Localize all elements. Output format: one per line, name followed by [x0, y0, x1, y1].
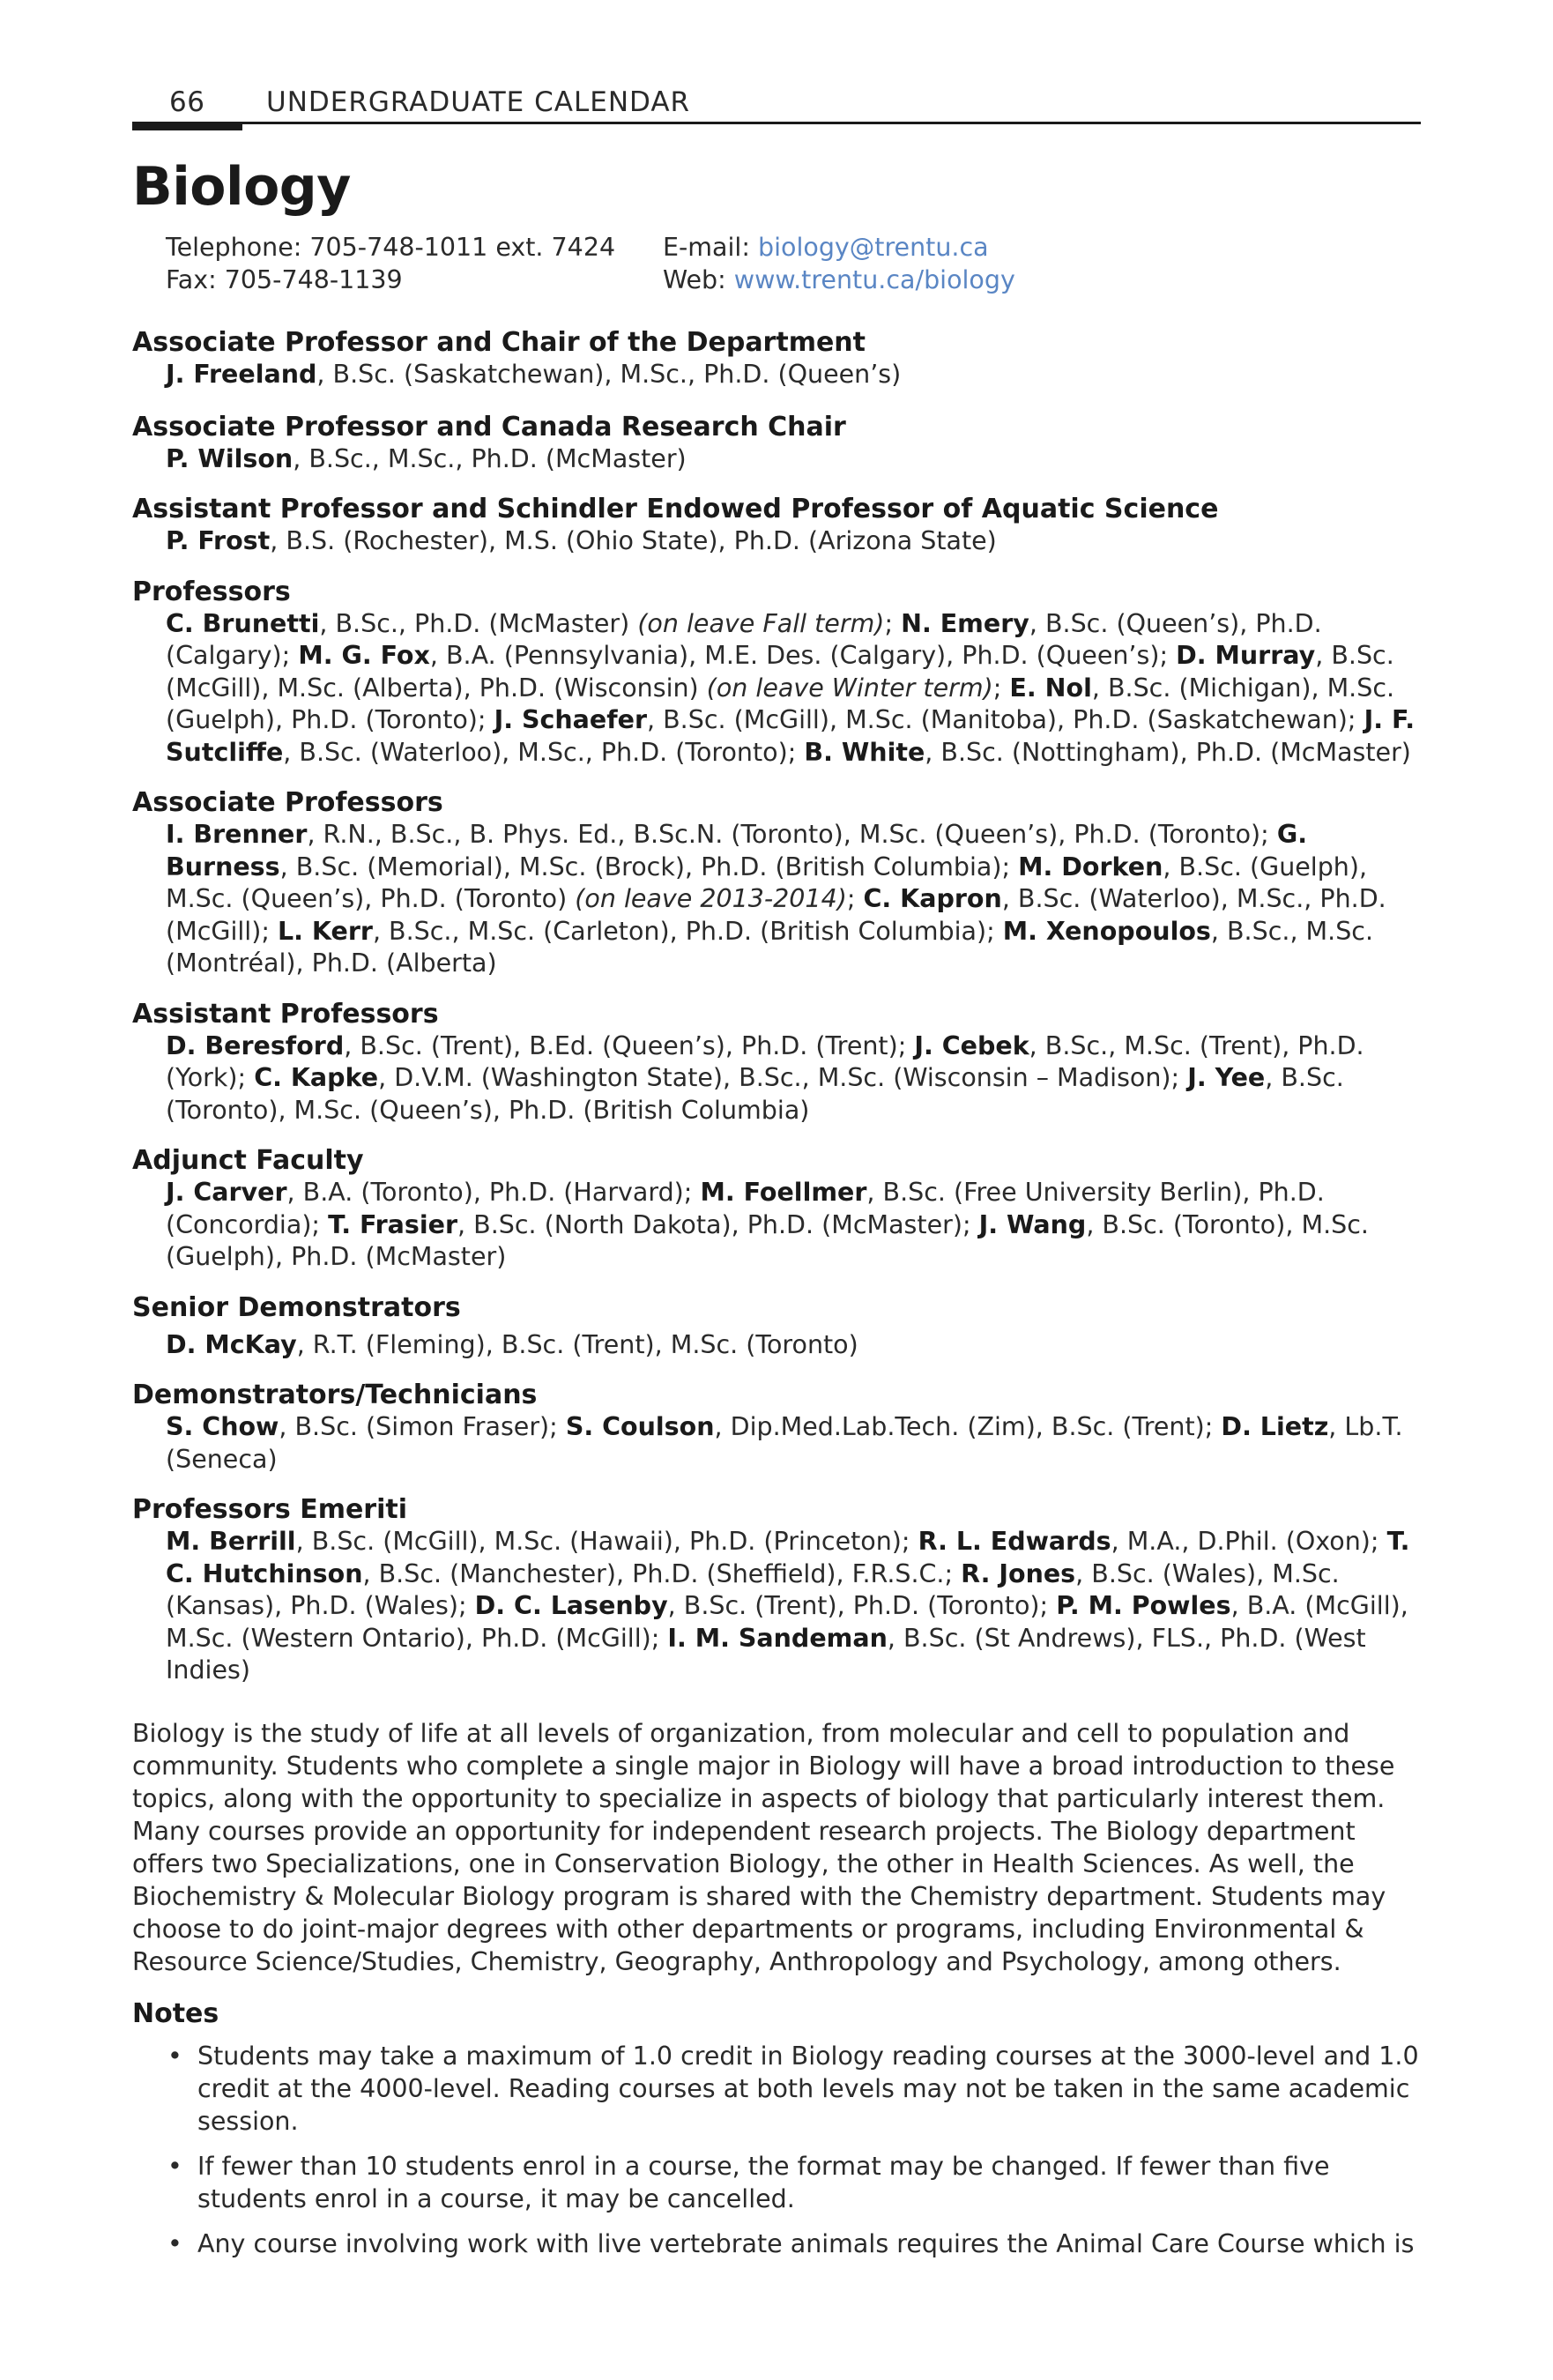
notes-section	[132, 1997, 1421, 2260]
faculty-heading: Assistant Professors	[132, 998, 439, 1030]
note-item	[132, 2228, 1421, 2260]
notes-list	[132, 2040, 1421, 2260]
faculty-name: S. Chow	[166, 1412, 279, 1441]
note-text: Any course involving work with live vertebrate animals requires the Animal Care Course which is	[197, 2228, 1415, 2258]
leave-note: (on leave 2013-2014)	[575, 884, 847, 913]
faculty-name: J. F. Sutcliffe	[166, 705, 1416, 767]
faculty-credentials: , B.Sc. (Queen’s), Ph.D. (Calgary);	[166, 608, 1322, 670]
faculty-name: S. Coulson	[565, 1412, 715, 1441]
faculty-credentials: , B.A. (McGill), M.Sc. (Western Ontario), Ph.D. (McGill);	[166, 1591, 1408, 1653]
faculty-credentials: , B.Sc. (North Dakota), Ph.D. (McMaster);	[457, 1209, 979, 1239]
bullet-icon: •	[167, 2041, 182, 2071]
faculty-name: R. Jones	[961, 1558, 1076, 1588]
faculty-list	[166, 525, 1421, 558]
faculty-heading: Senior Demonstrators	[132, 1291, 461, 1323]
faculty-heading: Adjunct Faculty	[132, 1145, 364, 1176]
faculty-name: N. Emery	[901, 608, 1029, 638]
faculty-list	[166, 1411, 1421, 1476]
faculty-name: J. Schaefer	[494, 705, 648, 734]
faculty-name: M. Xenopoulos	[1002, 916, 1211, 946]
faculty-name: M. Dorken	[1018, 852, 1163, 881]
faculty-credentials: , B.Sc. (Trent), Ph.D. (Toronto);	[667, 1591, 1057, 1620]
running-header	[132, 81, 1421, 125]
notes-heading: Notes	[132, 1997, 219, 2029]
faculty-name: P. M. Powles	[1056, 1591, 1231, 1620]
faculty-credentials: , B.Sc. (Waterloo), M.Sc., Ph.D. (Toronto);	[283, 737, 805, 767]
faculty-heading: Professors	[132, 576, 291, 607]
faculty-name: P. Frost	[166, 526, 271, 555]
fax: Fax: 705-748-1139	[166, 265, 403, 294]
faculty-name: D. Beresford	[166, 1030, 345, 1060]
faculty-name: T. Frasier	[328, 1209, 458, 1239]
faculty-credentials: , Lb.T. (Seneca)	[166, 1412, 1403, 1474]
faculty-name: T. C. Hutchinson	[166, 1527, 1410, 1588]
faculty-list	[166, 1526, 1421, 1687]
faculty-credentials: , B.Sc. (Michigan), M.Sc. (Guelph), Ph.D. (Toronto);	[166, 673, 1395, 734]
faculty-name: E. Nol	[1009, 673, 1092, 703]
header-tab-bar	[132, 122, 242, 130]
faculty-credentials: , B.Sc. (St Andrews), FLS., Ph.D. (West Indies)	[166, 1623, 1366, 1685]
running-title: UNDERGRADUATE CALENDAR	[266, 86, 691, 118]
web-label: Web:	[663, 265, 734, 294]
faculty-name: M. Foellmer	[700, 1178, 867, 1207]
faculty-credentials: , B.Sc. (McGill), M.Sc. (Manitoba), Ph.D. (Saskatchewan);	[647, 705, 1364, 734]
faculty-credentials: , B.Sc. (Wales), M.Sc. (Kansas), Ph.D. (Wales);	[166, 1558, 1340, 1620]
faculty-name: C. Kapke	[254, 1063, 379, 1092]
separator: ;	[846, 884, 864, 913]
page-content	[132, 155, 1421, 2272]
faculty-credentials: , B.Sc. (Waterloo), M.Sc., Ph.D. (McGill);	[166, 884, 1386, 946]
faculty-section	[132, 576, 1421, 770]
faculty-credentials: , B.Sc. (Free University Berlin), Ph.D. (Concordia);	[166, 1178, 1325, 1239]
faculty-credentials: , Dip.Med.Lab.Tech. (Zim), B.Sc. (Trent);	[714, 1412, 1222, 1441]
faculty-name: P. Wilson	[166, 443, 294, 473]
faculty-credentials: , D.V.M. (Washington State), B.Sc., M.Sc. (Wisconsin – Madison);	[378, 1063, 1188, 1092]
faculty-name: M. Berrill	[166, 1527, 296, 1556]
faculty-heading: Associate Professors	[132, 787, 443, 818]
faculty-credentials: , B.Sc. (Trent), B.Ed. (Queen’s), Ph.D. (Trent);	[344, 1030, 915, 1060]
faculty-credentials: , B.Sc. (Manchester), Ph.D. (Sheffield), F.R.S.C.;	[362, 1558, 962, 1588]
faculty-name: C. Kapron	[863, 884, 1002, 913]
faculty-name: D. C. Lasenby	[474, 1591, 668, 1620]
faculty-name: B. White	[804, 737, 925, 767]
faculty-name: J. Cebek	[914, 1030, 1029, 1060]
faculty-heading: Associate Professor and Chair of the Department	[132, 327, 866, 358]
faculty-section	[132, 786, 1421, 980]
faculty-credentials: , B.Sc., Ph.D. (McMaster)	[319, 608, 638, 638]
faculty-list	[166, 1030, 1421, 1127]
faculty-name: D. Lietz	[1221, 1412, 1329, 1441]
web-line	[663, 264, 1280, 296]
faculty-name: J. Wang	[978, 1209, 1087, 1239]
faculty-list	[166, 443, 1421, 476]
faculty-credentials: , B.Sc. (Toronto), M.Sc. (Queen’s), Ph.D. (British Columbia)	[166, 1063, 1344, 1125]
note-text: If fewer than 10 students enrol in a course, the format may be changed. If fewer than five students enrol in a course, it may be cancelled.	[197, 2151, 1330, 2213]
faculty-list	[166, 1177, 1421, 1274]
faculty-heading: Associate Professor and Canada Research Chair	[132, 411, 846, 443]
faculty-name: I. M. Sandeman	[667, 1623, 888, 1653]
faculty-credentials: , B.Sc. (Nottingham), Ph.D. (McMaster)	[925, 737, 1411, 767]
email-label: E-mail:	[663, 233, 759, 262]
faculty-section	[132, 411, 1421, 476]
faculty-heading: Assistant Professor and Schindler Endowed Professor of Aquatic Science	[132, 494, 1219, 524]
leave-note: (on leave Winter term)	[706, 673, 993, 703]
email-line	[663, 231, 1280, 264]
faculty-name: M. G. Fox	[298, 641, 430, 670]
faculty-section	[132, 1379, 1421, 1476]
header-rule	[132, 122, 1421, 124]
faculty-list	[166, 359, 1421, 391]
note-text: Students may take a maximum of 1.0 credit in Biology reading courses at the 3000-level and 1.0 credit at the 4000-level. Reading courses at both levels may not be taken in the same academic session.	[197, 2041, 1419, 2136]
faculty-credentials: , B.Sc. (Saskatchewan), M.Sc., Ph.D. (Queen’s)	[316, 360, 902, 389]
separator: ;	[884, 608, 902, 638]
faculty-credentials: , R.N., B.Sc., B. Phys. Ed., B.Sc.N. (Toronto), M.Sc. (Queen’s), Ph.D. (Toronto);	[307, 820, 1277, 849]
faculty-name: D. Murray	[1176, 641, 1316, 670]
faculty-list	[166, 1329, 1421, 1362]
faculty-name: D. McKay	[166, 1329, 297, 1359]
bullet-icon: •	[167, 2228, 182, 2258]
bullet-icon: •	[167, 2151, 182, 2181]
faculty-heading: Professors Emeriti	[132, 1494, 408, 1525]
faculty-credentials: , B.Sc. (Guelph), M.Sc. (Queen’s), Ph.D. (Toronto)	[166, 852, 1368, 913]
faculty-credentials: , B.Sc. (Toronto), M.Sc. (Guelph), Ph.D. (McMaster)	[166, 1209, 1369, 1271]
faculty-section	[132, 493, 1421, 558]
faculty-name: R. L. Edwards	[918, 1527, 1111, 1556]
faculty-credentials: , B.Sc., M.Sc., Ph.D. (McMaster)	[293, 443, 687, 473]
faculty-credentials: , M.A., D.Phil. (Oxon);	[1111, 1527, 1387, 1556]
faculty-heading: Demonstrators/Technicians	[132, 1380, 538, 1410]
faculty-credentials: , B.Sc. (Simon Fraser);	[279, 1412, 566, 1441]
email-link[interactable]: biology@trentu.ca	[758, 233, 989, 262]
faculty-list	[166, 608, 1421, 770]
faculty-section	[132, 326, 1421, 391]
page-number: 66	[169, 86, 205, 118]
leave-note: (on leave Fall term)	[637, 608, 885, 638]
faculty-name: C. Brunetti	[166, 608, 320, 638]
faculty-section	[132, 1144, 1421, 1274]
faculty-credentials: , B.Sc., M.Sc. (Trent), Ph.D. (York);	[166, 1030, 1364, 1092]
contact-block	[166, 231, 1421, 296]
note-item	[132, 2150, 1421, 2215]
faculty-name: G. Burness	[166, 820, 1308, 881]
faculty-name: I. Brenner	[166, 820, 308, 849]
telephone: Telephone: 705-748-1011 ext. 7424	[166, 233, 616, 262]
faculty-name: J. Yee	[1187, 1063, 1266, 1092]
faculty-list	[166, 819, 1421, 980]
faculty-credentials: , R.T. (Fleming), B.Sc. (Trent), M.Sc. (Toronto)	[296, 1329, 858, 1359]
faculty-section	[132, 998, 1421, 1127]
faculty-credentials: , B.S. (Rochester), M.S. (Ohio State), Ph.D. (Arizona State)	[270, 526, 997, 555]
faculty-name: L. Kerr	[278, 916, 373, 946]
department-title: Biology	[132, 156, 351, 218]
faculty-credentials: , B.A. (Pennsylvania), M.E. Des. (Calgary), Ph.D. (Queen’s);	[429, 641, 1177, 670]
faculty-credentials: , B.Sc. (McGill), M.Sc. (Hawaii), Ph.D. (Princeton);	[295, 1527, 918, 1556]
faculty-credentials: , B.Sc. (Memorial), M.Sc. (Brock), Ph.D. (British Columbia);	[279, 852, 1019, 881]
separator: ;	[992, 673, 1010, 703]
faculty-section	[132, 1493, 1421, 1687]
department-intro: Biology is the study of life at all levels of organization, from molecular and cell to population and community. Students who complete a single major in Biology will have a broad introduction to these topics, along with the opportunity to specialize in aspects of biology that particularly interest them. Many courses provide an opportunity for independent research projects. The Biology department offers two Specializations, one in Conservation Biology, the other in Health Sciences. As well, the Biochemistry & Molecular Biology program is shared with the Chemistry department. Students may choose to do joint-major degrees with other departments or programs, including Environmental & Resource Science/Studies, Chemistry, Geography, Anthropology and Psychology, among others.	[132, 1718, 1395, 1976]
faculty-credentials: , B.Sc., M.Sc. (Montréal), Ph.D. (Alberta)	[166, 916, 1374, 978]
faculty-credentials: , B.Sc., M.Sc. (Carleton), Ph.D. (British Columbia);	[372, 916, 1003, 946]
faculty-name: J. Carver	[166, 1178, 287, 1207]
note-item	[132, 2040, 1421, 2138]
web-link[interactable]: www.trentu.ca/biology	[733, 265, 1015, 294]
faculty-section	[132, 1291, 1421, 1362]
faculty-credentials: , B.Sc. (McGill), M.Sc. (Alberta), Ph.D. (Wisconsin)	[166, 641, 1394, 703]
faculty-credentials: , B.A. (Toronto), Ph.D. (Harvard);	[286, 1178, 701, 1207]
faculty-name: J. Freeland	[166, 360, 317, 389]
